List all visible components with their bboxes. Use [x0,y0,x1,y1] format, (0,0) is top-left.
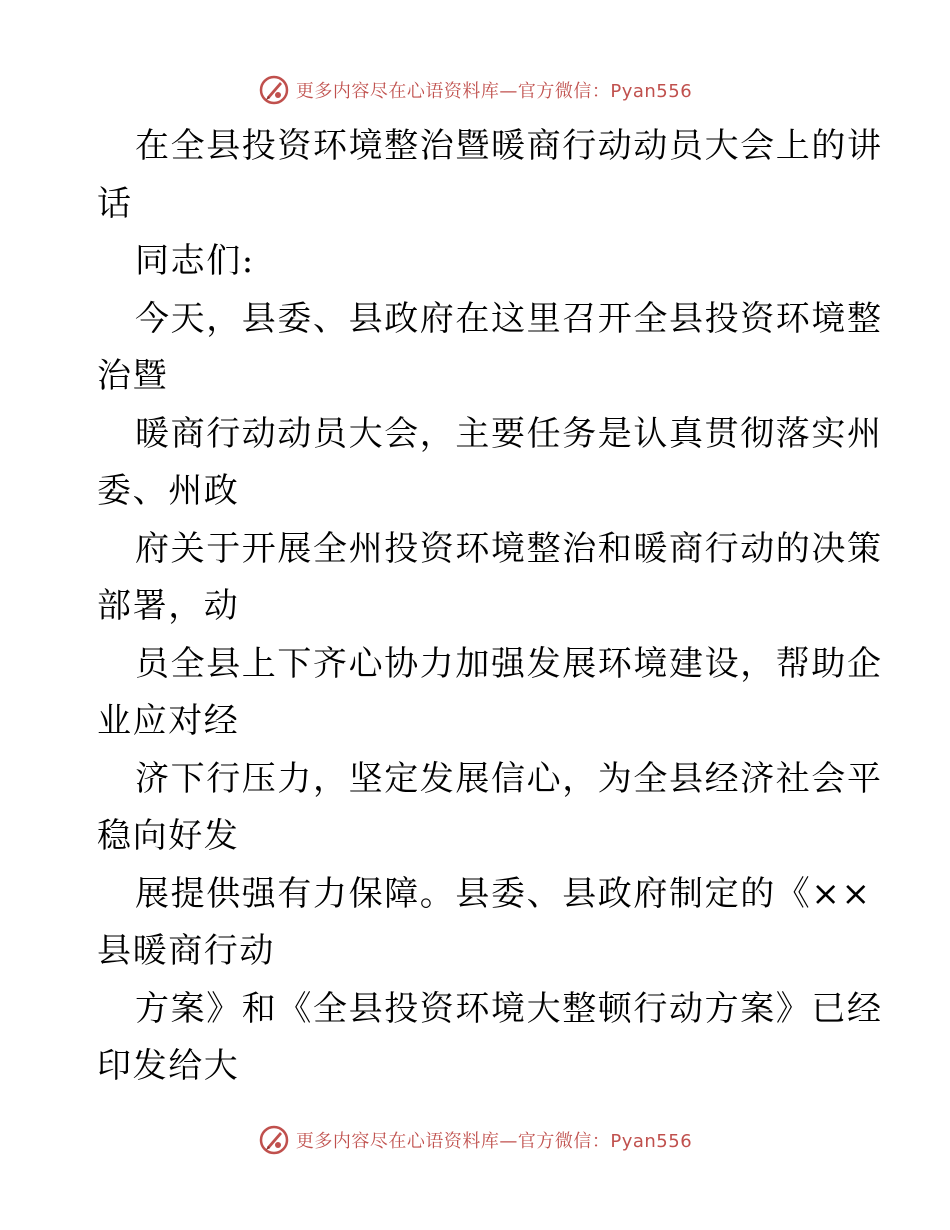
header-watermark-banner [0,70,950,110]
header-watermark-text: 更多内容尽在心语资料库—官方微信：Pyan556 [295,81,693,102]
footer-watermark-text: 更多内容尽在心语资料库—官方微信：Pyan556 [295,1131,693,1152]
paragraph-line: 员全县上下齐心协力加强发展环境建设，帮助企 [135,643,883,684]
paragraph-line: 展提供强有力保障。县委、县政府制定的《×× [135,873,872,914]
paragraph-line: 济下行压力，坚定发展信心，为全县经济社会平 [135,758,883,799]
paragraph-line: 县暖商行动 [97,931,275,971]
title-line-1: 在全县投资环境整治暨暖商行动动员大会上的讲 [135,126,883,166]
title-line-2: 话 [97,183,133,224]
quill-seal-icon [258,74,290,106]
paragraph-line: 治暨 [97,356,169,396]
paragraph-line: 业应对经 [97,701,240,741]
salutation: 同志们: [135,241,255,281]
paragraph-line: 今天，县委、县政府在这里召开全县投资环境整 [135,298,883,339]
paragraph-line: 印发给大 [97,1046,240,1086]
paragraph-line: 方案》和《全县投资环境大整顿行动方案》已经 [135,988,883,1029]
paragraph-line: 委、州政 [97,471,240,511]
document-body [97,118,883,1096]
footer-watermark-banner [0,1120,950,1160]
quill-seal-icon [258,1124,290,1156]
paragraph-line: 暖商行动动员大会，主要任务是认真贯彻落实州 [135,413,883,454]
paragraph-line: 稳向好发 [97,816,240,856]
paragraph-line: 部署，动 [97,586,240,626]
paragraph-line: 府关于开展全州投资环境整治和暖商行动的决策 [135,528,883,569]
